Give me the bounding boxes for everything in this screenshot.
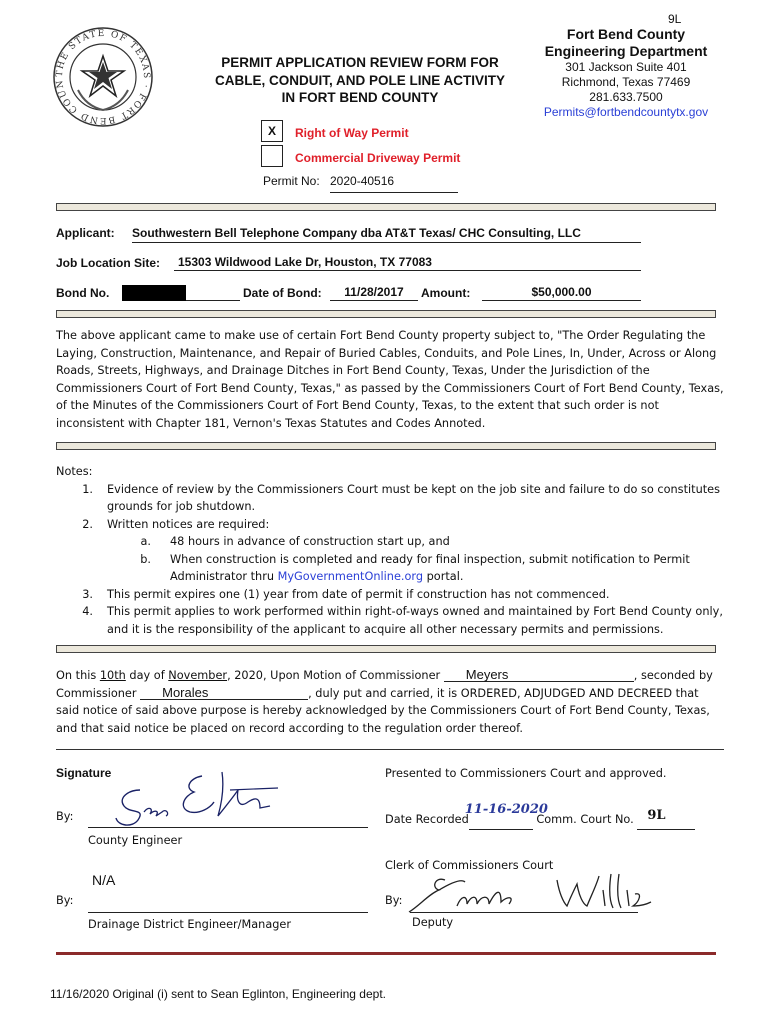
order-section (56, 667, 724, 737)
engineer-signature (110, 768, 290, 832)
note-3-text: This permit expires one (1) year from date of permit if construction has not commenced. (107, 587, 610, 601)
note-2b-letter: b. (140, 552, 151, 566)
by-label-3: By: (385, 894, 403, 907)
date-recorded-field[interactable] (464, 802, 548, 830)
order-text-2: day of (125, 669, 169, 682)
order-line-2 (56, 685, 724, 703)
bond-date-field[interactable] (330, 285, 418, 301)
comm-court-field[interactable] (637, 808, 695, 830)
date-recorded-label: Date Recorded (385, 813, 469, 826)
form-title (190, 54, 530, 107)
bond-no-label: Bond No. (56, 286, 110, 300)
bond-date-value: 11/28/2017 (344, 285, 404, 299)
presented-text: Presented to Commissioners Court and approved. (385, 767, 667, 780)
county-engineer-label: County Engineer (88, 834, 183, 847)
footer-note: 11/16/2020 Original (i) sent to Sean Eglinton, Engineering dept. (50, 987, 386, 1001)
deputy-label: Deputy (412, 916, 454, 929)
order-month: November (168, 669, 228, 682)
section-divider-2 (56, 310, 716, 318)
date-recorded-row (385, 802, 695, 830)
note-2b-text-pre: When construction is completed and ready for final inspection, submit notification to Permit Administrator thru (170, 552, 690, 583)
seconded-commissioner-field[interactable] (140, 686, 308, 700)
job-location-field[interactable] (174, 255, 641, 271)
amount-label: Amount: (421, 286, 471, 300)
department-name-1: Fort Bend County (566, 26, 686, 42)
job-location-label: Job Location Site: (56, 256, 161, 270)
motion-commissioner-field[interactable] (444, 668, 634, 682)
order-reference-paragraph: The above applicant came to make use of certain Fort Bend County property subject to, "The Order Regulating the Laying, Construction, Maintenance, and Repair of Buried Cables, Conduits, and Pole Lines, In, Under, Across or Along Roads, Streets, Highways, and Drainage Ditches in Fort Bend County, Texas, Under the Jurisdiction of the Commissioners Court of Fort Bend County, Texas," as passed by the Commissioners Court of Fort Bend County, Texas, of the Minutes of the Commissioners Court of Fort Bend County, Texas, to the extent that such order is not inconsistent with Chapter 181, Vernon's Texas Statutes and Codes Annoted. (56, 329, 724, 430)
form-title-line-3: IN FORT BEND COUNTY (281, 90, 439, 105)
notes-section (56, 463, 724, 638)
date-recorded-value: 11-16-2020 (464, 802, 548, 817)
department-address-2: Richmond, Texas 77469 (561, 75, 691, 89)
svg-text:THE STATE OF TEXAS · FORT BEND: THE STATE OF TEXAS · FORT BEND COUN (54, 28, 152, 126)
note-1 (56, 481, 724, 516)
department-email-link[interactable]: Permits@fortbendcountytx.gov (543, 105, 709, 119)
drainage-engineer-label: Drainage District Engineer/Manager (88, 918, 292, 931)
form-code: 9L (668, 12, 682, 26)
section-divider-1 (56, 203, 716, 211)
order-text-3: , 2020, Upon Motion of Commissioner (227, 669, 444, 682)
job-location-value: 15303 Wildwood Lake Dr, Houston, TX 77083 (178, 255, 432, 269)
department-block (530, 26, 722, 120)
applicant-label: Applicant: (56, 226, 115, 240)
note-2b (56, 551, 724, 586)
motion-commissioner-value: Meyers (465, 667, 509, 682)
commercial-driveway-label: Commercial Driveway Permit (295, 151, 461, 165)
note-1-number: 1. (82, 482, 93, 496)
department-name-2: Engineering Department (544, 43, 708, 59)
applicant-value: Southwestern Bell Telephone Company dba AT&T Texas/ CHC Consulting, LLC (132, 226, 581, 240)
note-4-text: This permit applies to work performed within right-of-ways owned and maintained by Fort Bend County only, and it is the responsibility of the applicant to acquire all other necessary permits and permissions. (107, 605, 723, 636)
section-divider-4 (56, 645, 716, 653)
note-2 (56, 516, 724, 534)
commercial-driveway-checkbox[interactable] (261, 145, 283, 167)
bond-date-label: Date of Bond: (243, 286, 322, 300)
engineer-signature-line[interactable] (88, 827, 368, 828)
deputy-signature-line[interactable] (410, 912, 638, 913)
bond-no-field[interactable] (122, 285, 240, 301)
drainage-signature-line[interactable] (88, 912, 368, 913)
seconded-commissioner-value: Morales (162, 684, 209, 700)
note-2-text: Written notices are required: (107, 517, 270, 531)
order-text-4: , seconded by (633, 669, 713, 682)
note-2b-text-post: portal. (423, 570, 464, 583)
order-day: 10th (99, 669, 126, 682)
department-phone: 281.633.7500 (589, 90, 663, 104)
department-address-1: 301 Jackson Suite 401 (565, 60, 687, 74)
comm-court-label: Comm. Court No. (536, 813, 634, 826)
amount-value: $50,000.00 (531, 285, 592, 299)
notes-heading: Notes: (56, 465, 93, 478)
form-title-line-1: PERMIT APPLICATION REVIEW FORM FOR (221, 55, 499, 70)
form-title-line-2: CABLE, CONDUIT, AND POLE LINE ACTIVITY (214, 72, 505, 88)
amount-field[interactable] (482, 285, 641, 301)
note-4 (56, 603, 724, 638)
note-2a-text: 48 hours in advance of construction start up, and (170, 535, 450, 548)
by-label-1: By: (56, 810, 74, 823)
order-text-5: Commissioner (56, 686, 141, 700)
note-1-text: Evidence of review by the Commissioners Court must be kept on the job site and failure to do so constitutes grounds for job shutdown. (107, 482, 720, 513)
row-permit-checkbox[interactable]: X (261, 120, 283, 142)
note-2b-text (170, 551, 724, 586)
clerk-label: Clerk of Commissioners Court (385, 859, 554, 872)
comm-court-value: 9L (647, 808, 666, 823)
note-4-number: 4. (82, 605, 93, 618)
signature-heading: Signature (56, 766, 112, 780)
permit-no-field[interactable] (330, 174, 458, 193)
order-line-3: said notice of said above purpose is hereby acknowledged by the Commissioners Court of Fort Bend County, Texas, (56, 704, 710, 717)
order-text-6: , duly put and carried, it is ORDERED, ADJUDGED AND DECREED that (308, 686, 699, 700)
mygovernmentonline-link[interactable]: MyGovernmentOnline.org (277, 570, 424, 583)
footer-divider (56, 952, 716, 955)
permit-no-label: Permit No: (263, 174, 320, 188)
drainage-na-value: N/A (92, 872, 116, 888)
county-seal (52, 26, 154, 128)
note-3 (56, 586, 724, 604)
signature-divider-top (56, 749, 724, 750)
note-2a-letter: a. (140, 535, 151, 548)
bond-no-redaction (122, 285, 186, 301)
order-line-4: and that said notice be placed on record according to the regulation order thereof. (56, 721, 523, 735)
order-line-1 (56, 667, 724, 685)
applicant-field[interactable] (132, 226, 641, 243)
section-divider-3 (56, 442, 716, 450)
permit-no-value: 2020-40516 (330, 174, 395, 188)
order-text-1: On this (56, 669, 100, 682)
by-label-2: By: (56, 894, 74, 907)
note-2a (56, 533, 724, 551)
note-3-number: 3. (82, 587, 93, 601)
note-2-number: 2. (82, 517, 93, 531)
row-permit-label: Right of Way Permit (295, 126, 409, 140)
